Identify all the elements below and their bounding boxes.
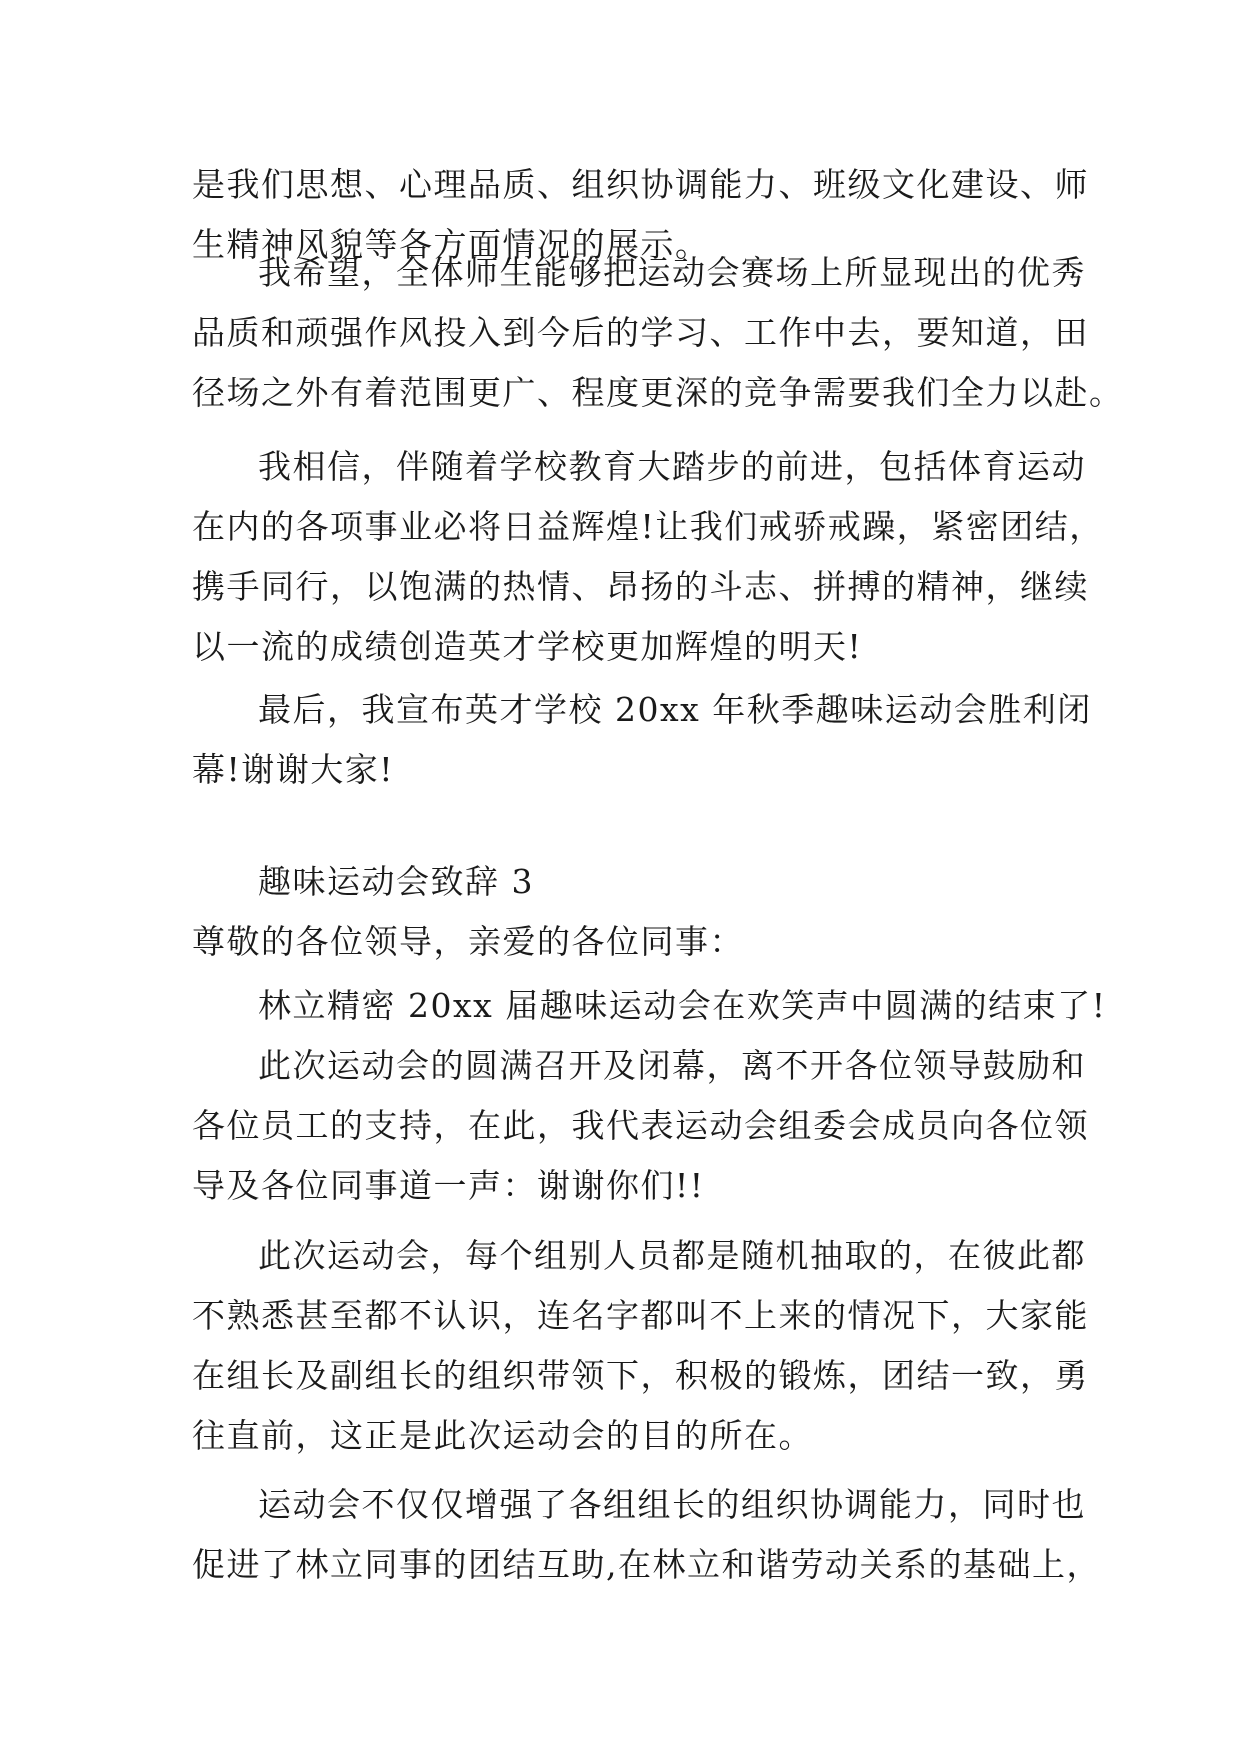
heading-text: 趣味运动会致辞 3 (258, 862, 534, 901)
text-line: 往直前，这正是此次运动会的目的所在。 (192, 1416, 813, 1455)
text-line: 最后，我宣布英才学校 20xx 年秋季趣味运动会胜利闭 (258, 690, 1092, 729)
text-line: 此次运动会的圆满召开及闭幕，离不开各位领导鼓励和 (258, 1046, 1086, 1085)
paragraph-ending (192, 976, 1107, 1036)
text-line: 生精神风貌等各方面情况的展示。 (192, 225, 710, 264)
paragraph-groups (192, 1226, 1089, 1466)
text-line: 在组长及副组长的组织带领下，积极的锻炼，团结一致，勇 (192, 1356, 1089, 1395)
salutation-text: 尊敬的各位领导，亲爱的各位同事： (192, 922, 744, 961)
text-line: 携手同行，以饱满的热情、昂扬的斗志、拼搏的精神，继续 (192, 567, 1089, 606)
text-line: 导及各位同事道一声：谢谢你们!! (192, 1166, 705, 1205)
text-line: 各位员工的支持，在此，我代表运动会组委会成员向各位领 (192, 1106, 1089, 1145)
text-line: 我相信，伴随着学校教育大踏步的前进，包括体育运动 (258, 447, 1086, 486)
text-line: 林立精密 20xx 届趣味运动会在欢笑声中圆满的结束了! (258, 986, 1107, 1025)
text-line: 幕!谢谢大家! (192, 750, 395, 789)
text-line: 是我们思想、心理品质、组织协调能力、班级文化建设、师 (192, 165, 1089, 204)
paragraph-closing (192, 680, 1092, 800)
text-line: 以一流的成绩创造英才学校更加辉煌的明天! (192, 627, 863, 666)
section-heading (192, 852, 1072, 912)
paragraph-thanks (192, 1036, 1089, 1216)
text-line: 径场之外有着范围更广、程度更深的竞争需要我们全力以赴。 (192, 373, 1124, 412)
salutation (192, 912, 1072, 972)
text-line: 促进了林立同事的团结互助,在林立和谐劳动关系的基础上， (192, 1545, 1101, 1584)
text-line: 在内的各项事业必将日益辉煌!让我们戒骄戒躁，紧密团结， (192, 507, 1104, 546)
paragraph-benefits (192, 1475, 1101, 1595)
text-line: 不熟悉甚至都不认识，连名字都叫不上来的情况下，大家能 (192, 1296, 1089, 1335)
text-line: 此次运动会，每个组别人员都是随机抽取的，在彼此都 (258, 1236, 1086, 1275)
text-line: 品质和顽强作风投入到今后的学习、工作中去，要知道，田 (192, 313, 1089, 352)
text-line: 我希望，全体师生能够把运动会赛场上所显现出的优秀 (258, 253, 1086, 292)
text-line: 运动会不仅仅增强了各组组长的组织协调能力，同时也 (258, 1485, 1086, 1524)
paragraph-hope (192, 243, 1124, 423)
paragraph-belief (192, 437, 1104, 677)
